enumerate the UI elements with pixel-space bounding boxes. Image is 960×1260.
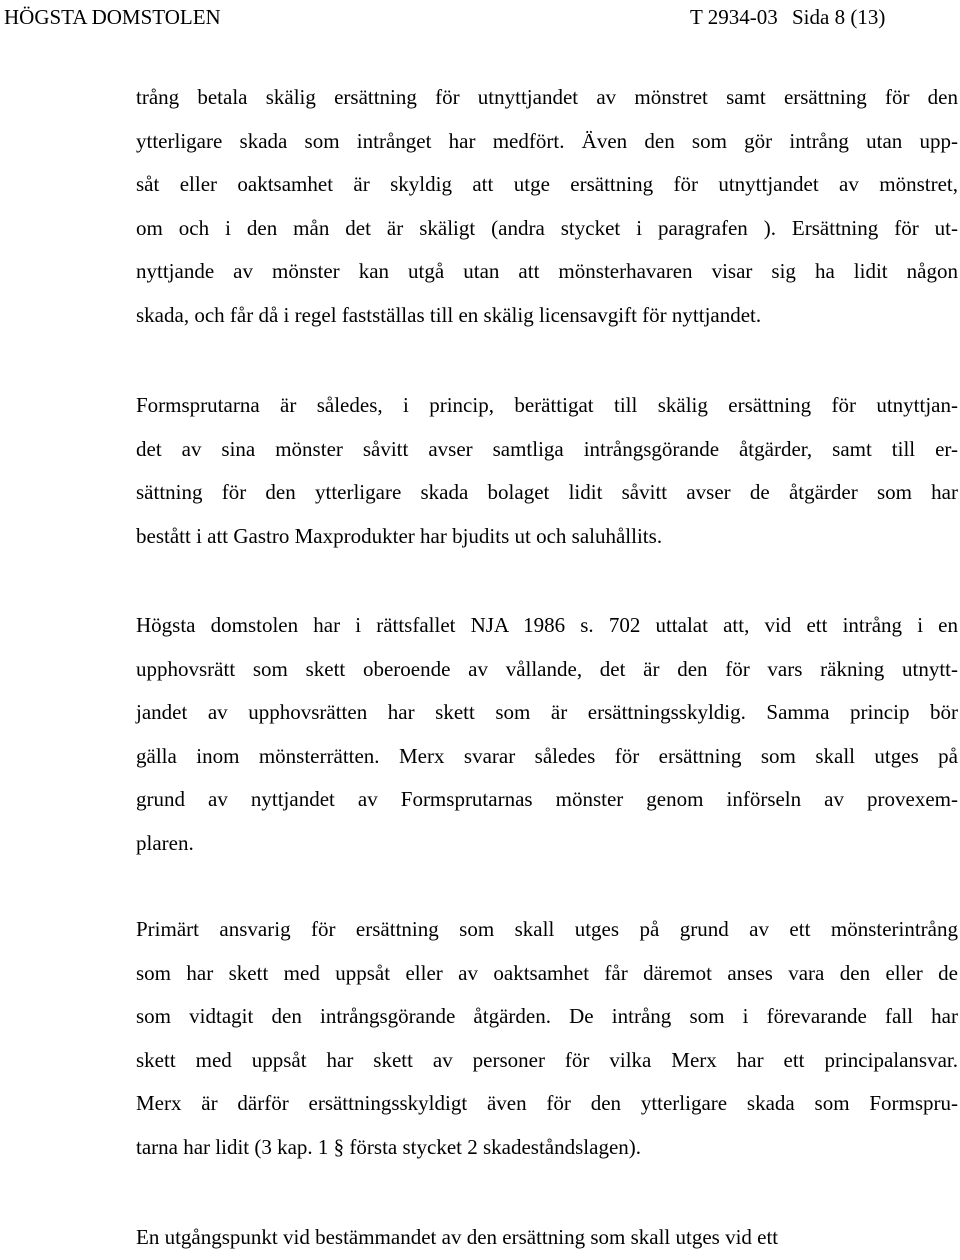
text-line: ytterligare skada som intrånget har medfört. Även den som gör intrång utan upp- <box>136 128 958 153</box>
text-line: som har skett med uppsåt eller av oaktsamhet får däremot anses vara den eller de <box>136 960 958 985</box>
case-number: T 2934-03 <box>690 5 778 29</box>
text-line: skett med uppsåt har skett av personer för vilka Merx har ett principalansvar. <box>136 1047 958 1072</box>
page-number: Sida 8 (13) <box>792 5 886 29</box>
text-line: grund av nyttjandet av Formsprutarnas mönster genom införseln av provexem- <box>136 787 958 811</box>
text-line: jandet av upphovsrätten har skett som är ersättningsskyldig. Samma princip bör <box>136 700 958 724</box>
text-line: Primärt ansvarig för ersättning som skall utges på grund av ett mönsterintrång <box>136 917 958 941</box>
paragraph-3 <box>136 604 958 865</box>
court-name: HÖGSTA DOMSTOLEN <box>4 5 221 29</box>
text-line: Högsta domstolen har i rättsfallet NJA 1986 s. 702 uttalat att, vid ett intrång i en <box>136 613 958 637</box>
text-line: om och i den mån det är skäligt (andra stycket i paragrafen ). Ersättning för ut- <box>136 215 958 240</box>
text-line: En utgångspunkt vid bestämmandet av den ersättning som skall utges vid ett <box>136 1225 779 1249</box>
text-line: bestått i att Gastro Maxprodukter har bjudits ut och saluhållits. <box>136 523 663 548</box>
text-line: gälla inom mönsterrätten. Merx svarar således för ersättning som skall utges på <box>136 743 958 768</box>
text-line: plaren. <box>136 830 194 855</box>
text-line: det av sina mönster såvitt avser samtliga intrångsgörande åtgärder, samt till er- <box>136 436 958 461</box>
text-line: tarna har lidit (3 kap. 1 § första stycket 2 skadeståndslagen). <box>136 1134 642 1159</box>
text-line: såt eller oaktsamhet är skyldig att utge ersättning för utnyttjandet av mönstret, <box>136 172 958 196</box>
text-line: upphovsrätt som skett oberoende av vållande, det är den för vars räkning utnytt- <box>136 656 958 681</box>
paragraph-4 <box>136 908 958 1169</box>
text-line: Formsprutarna är således, i princip, berättigat till skälig ersättning för utnyttjan- <box>136 393 958 417</box>
text-line: trång betala skälig ersättning för utnyttjandet av mönstret samt ersättning för den <box>136 85 958 109</box>
paragraph-1 <box>136 76 958 337</box>
paragraph-2 <box>136 384 958 558</box>
text-line: skada, och får då i regel fastställas till en skälig licensavgift för nyttjandet. <box>136 302 762 327</box>
text-line: Merx är därför ersättningsskyldigt även för den ytterligare skada som Formspru- <box>136 1091 958 1115</box>
text-line: som vidtagit den intrångsgörande åtgärden. De intrång som i förevarande fall har <box>136 1004 958 1028</box>
text-line: sättning för den ytterligare skada bolaget lidit såvitt avser de åtgärder som har <box>136 480 958 504</box>
page-header <box>0 2 960 32</box>
text-line: nyttjande av mönster kan utgå utan att mönsterhavaren visar sig ha lidit någon <box>136 259 958 283</box>
